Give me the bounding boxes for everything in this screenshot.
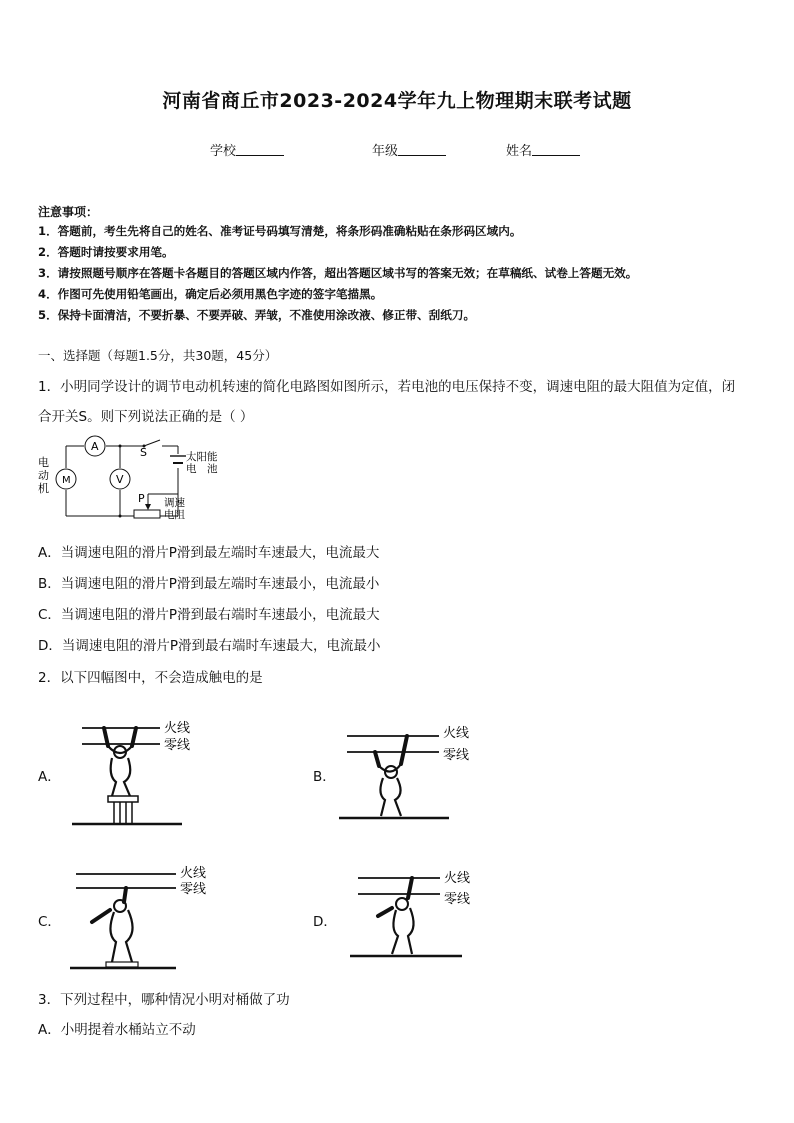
motor-caption-3: 机 xyxy=(38,482,49,495)
resistor-caption-2: 电阻 xyxy=(164,509,185,521)
neutral-wire-label: 零线 xyxy=(443,748,470,763)
neutral-wire-label: 零线 xyxy=(164,738,191,753)
resistor-caption-1: 调速 xyxy=(164,497,185,509)
motor-label: M xyxy=(62,475,71,486)
live-wire-label: 火线 xyxy=(180,866,207,881)
live-wire-label: 火线 xyxy=(443,726,470,741)
q2-option-b-label[interactable]: B． xyxy=(313,769,336,785)
ammeter-label: A xyxy=(91,440,99,453)
neutral-wire-label: 零线 xyxy=(180,882,207,897)
name-field xyxy=(506,140,580,159)
q1-circuit-diagram xyxy=(36,430,226,525)
name-label: 姓名 xyxy=(506,144,533,159)
q2-option-d-label[interactable]: D． xyxy=(313,914,337,930)
grade-label: 年级 xyxy=(372,144,399,159)
live-wire-label: 火线 xyxy=(164,721,191,736)
notice-item: 3．请按照题号顺序在答题卡各题目的答题区域内作答，超出答题区域书写的答案无效；在草稿纸、试卷上答题无效。 xyxy=(38,266,638,280)
school-label: 学校 xyxy=(210,144,237,159)
notice-title: 注意事项： xyxy=(38,205,99,219)
notice-item: 4．作图可先使用铅笔画出，确定后必须用黑色字迹的签字笔描黑。 xyxy=(38,287,383,301)
slider-label: P xyxy=(138,492,145,505)
q1-option-c[interactable]: C．当调速电阻的滑片P滑到最右端时车速最小，电流最大 xyxy=(38,607,380,623)
q2-figure-b xyxy=(335,718,495,824)
notice-item: 1．答题前，考生先将自己的姓名、准考证号码填写清楚，将条形码准确粘贴在条形码区域内。 xyxy=(38,224,522,238)
q1-stem-line2: 合开关S。则下列说法正确的是（ ） xyxy=(38,409,254,425)
q2-figure-d xyxy=(346,864,496,964)
live-wire-label: 火线 xyxy=(444,871,471,886)
notice-item: 5．保持卡面清洁，不要折暴、不要弄破、弄皱，不准使用涂改液、修正带、刮纸刀。 xyxy=(38,308,476,322)
voltmeter-label: V xyxy=(116,473,124,486)
q3-stem: 3．下列过程中，哪种情况小明对桶做了功 xyxy=(38,992,290,1008)
school-field xyxy=(210,140,284,159)
q1-stem-line1: 1．小明同学设计的调节电动机转速的简化电路图如图所示，若电池的电压保持不变，调速电阻的最大阻值为定值，闭 xyxy=(38,379,736,395)
name-blank[interactable] xyxy=(532,143,580,156)
q2-option-a-label[interactable]: A． xyxy=(38,769,61,785)
section-heading: 一、选择题（每题1.5分，共30题，45分） xyxy=(38,348,278,363)
battery-caption-1: 太阳能 xyxy=(186,451,218,463)
page-title: 河南省商丘市2023-2024学年九上物理期末联考试题 xyxy=(162,90,632,112)
q1-option-b[interactable]: B．当调速电阻的滑片P滑到最左端时车速最小，电流最小 xyxy=(38,576,380,592)
q3-option-a[interactable]: A．小明提着水桶站立不动 xyxy=(38,1022,196,1038)
motor-caption-1: 电 xyxy=(38,456,49,469)
battery-caption-2: 电 池 xyxy=(186,463,218,475)
neutral-wire-label: 零线 xyxy=(444,892,471,907)
notice-item: 2．答题时请按要求用笔。 xyxy=(38,245,174,259)
q2-figure-a xyxy=(68,716,208,828)
q2-stem: 2．以下四幅图中，不会造成触电的是 xyxy=(38,670,263,686)
switch-label: S xyxy=(140,446,147,459)
school-blank[interactable] xyxy=(236,143,284,156)
q1-option-a[interactable]: A．当调速电阻的滑片P滑到最左端时车速最大，电流最大 xyxy=(38,545,380,561)
q2-figure-c xyxy=(66,862,226,974)
grade-field xyxy=(372,140,446,159)
q1-option-d[interactable]: D．当调速电阻的滑片P滑到最右端时车速最大，电流最小 xyxy=(38,638,381,654)
q2-option-c-label[interactable]: C． xyxy=(38,914,61,930)
motor-caption-2: 动 xyxy=(38,469,49,482)
grade-blank[interactable] xyxy=(398,143,446,156)
